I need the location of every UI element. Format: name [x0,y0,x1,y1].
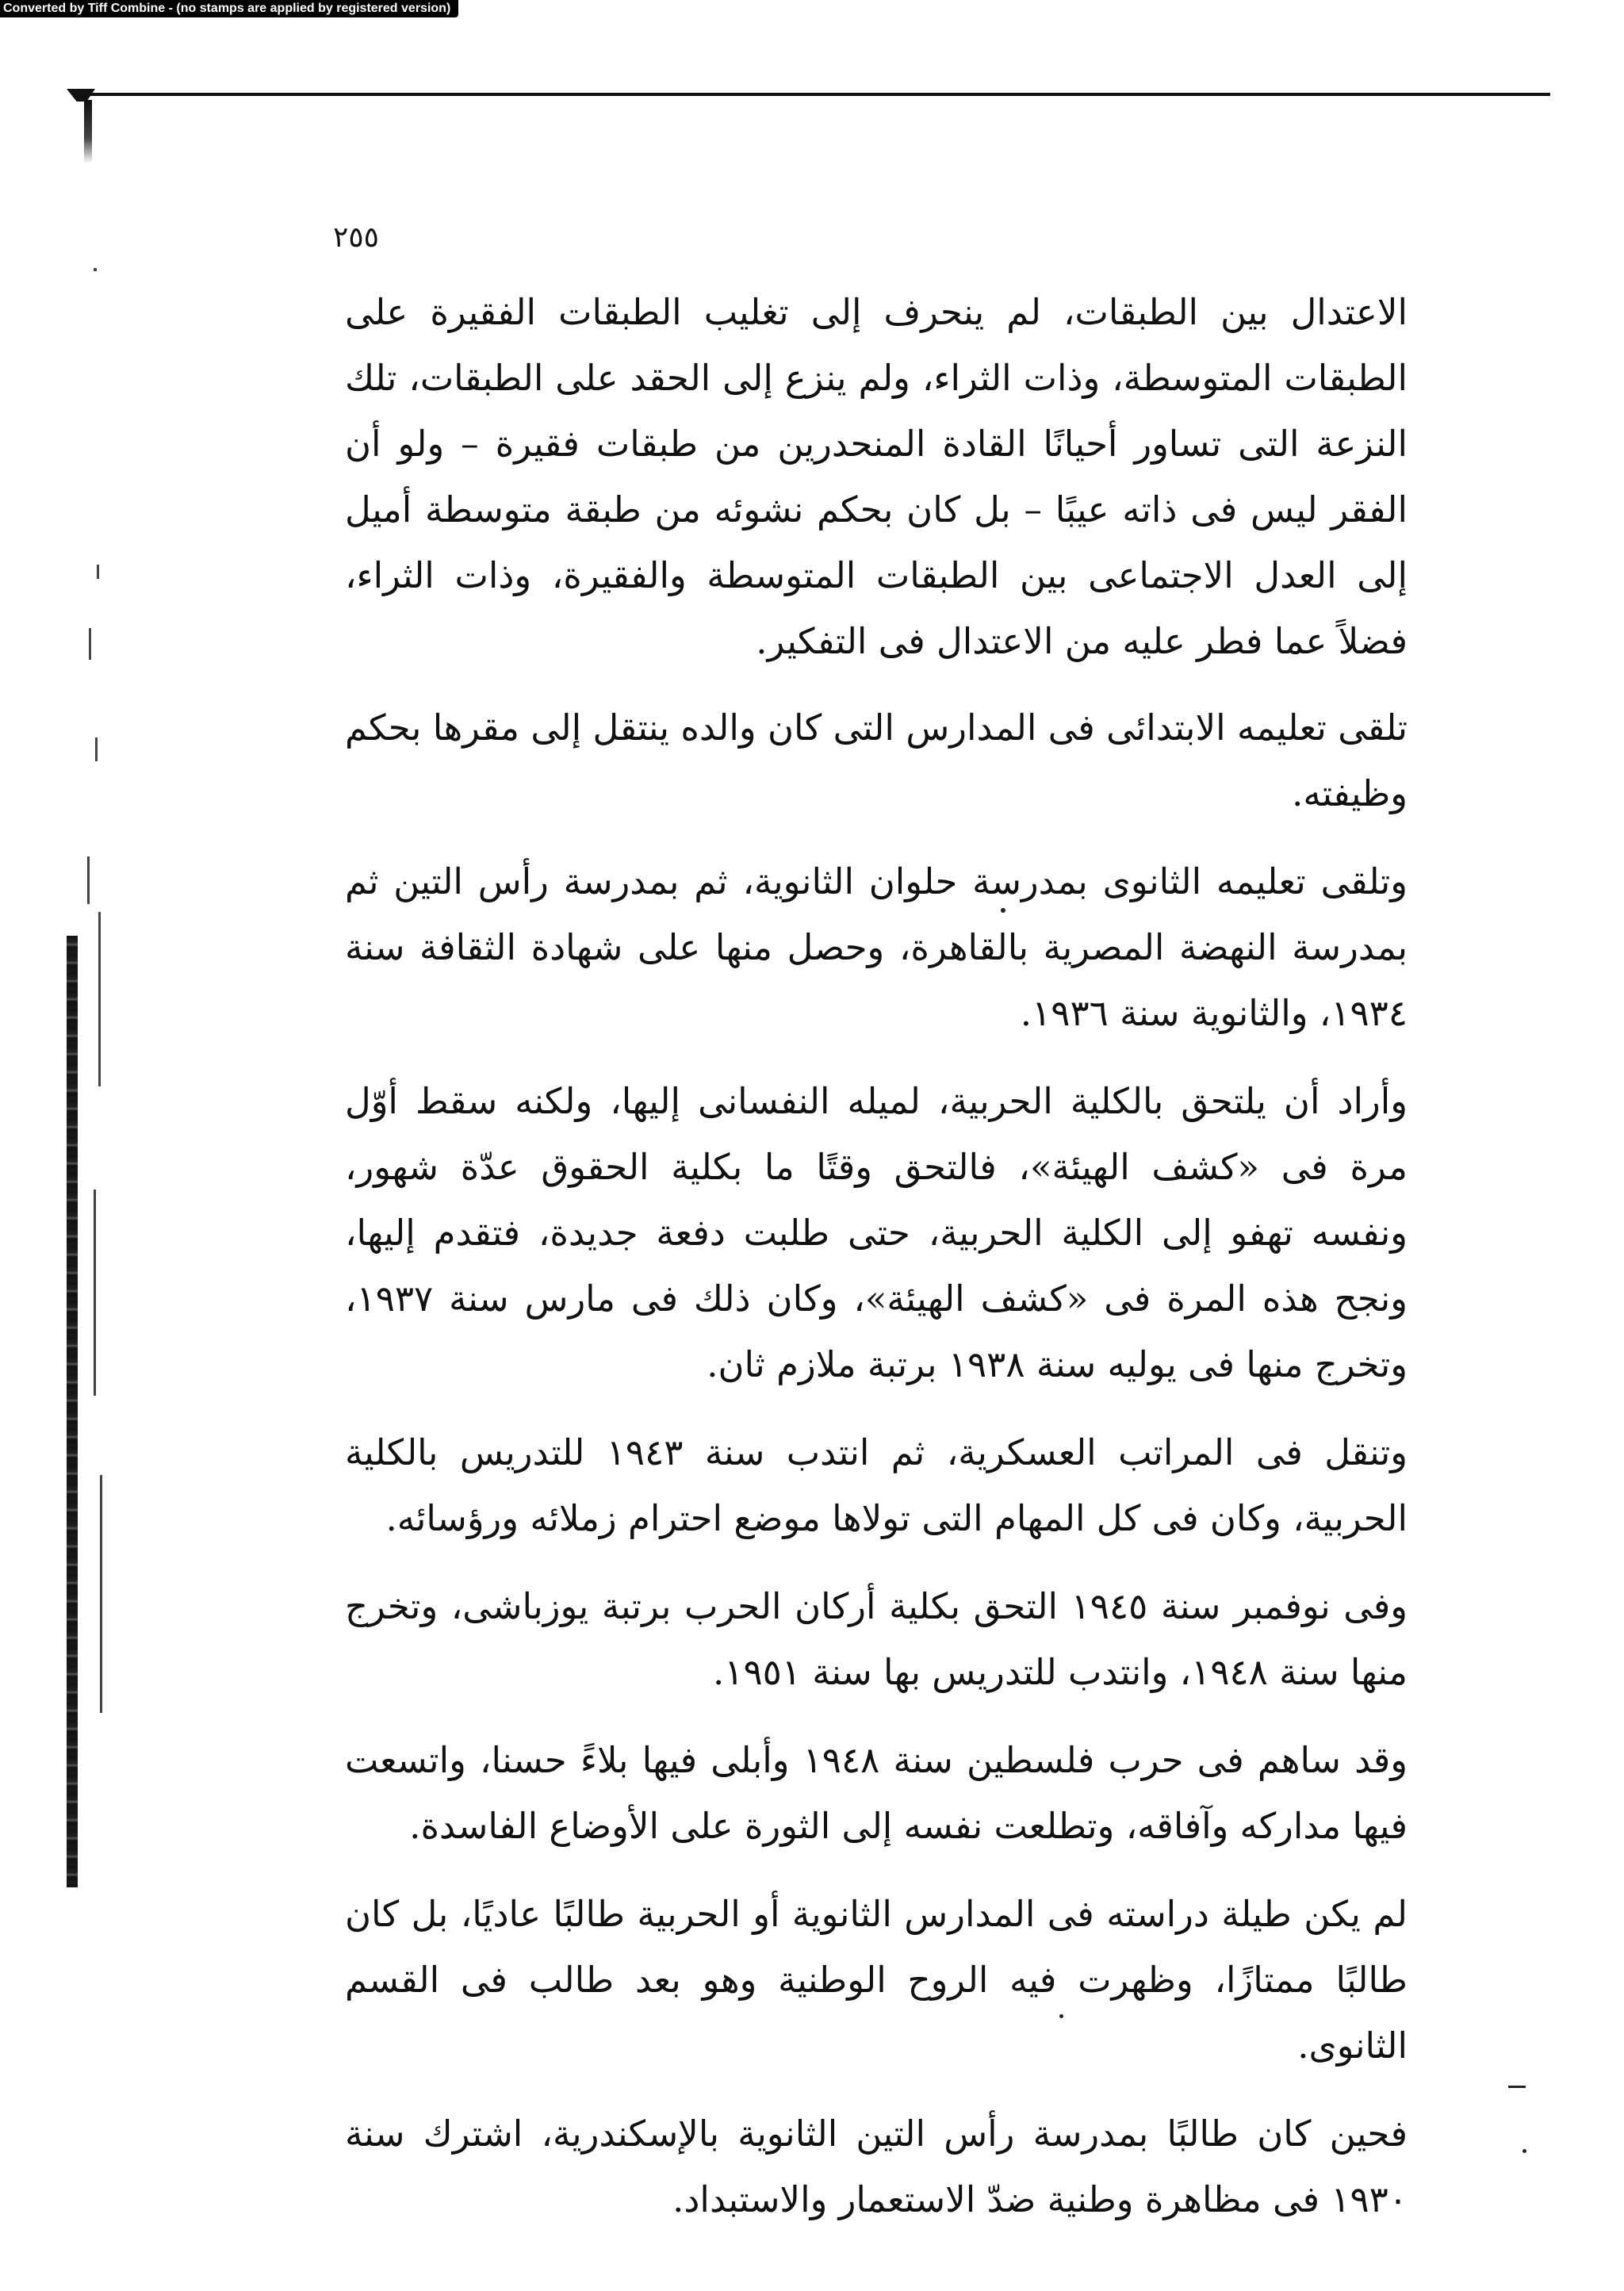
paragraph: تلقى تعليمه الابتدائى فى المدارس التى كان والده ينتقل إلى مقرها بحكم وظيفته. [345,707,1408,814]
paragraph: وأراد أن يلتحق بالكلية الحربية، لميله النفسانى إليها، ولكنه سقط أوّل مرة فى «كشف الهيئة»، فالتحق وقتًا ما بكلية الحقوق عدّة شهور، ونفسه تهفو إلى الكلية الحربية، حتى طلبت دفعة جديدة، فتقدم إليها، ونجح هذه المرة فى «كشف الهيئة»، وكان ذلك فى مارس سنة ١٩٣٧، وتخرج منها فى يوليه سنة ١٩٣٨ برتبة ملازم ثان. [345,1080,1408,1385]
scan-dash [1508,2086,1526,2088]
scan-speckle [94,268,97,271]
scan-dot [1001,908,1005,913]
scan-speckle [94,1190,96,1396]
scan-dot [1522,2149,1526,2153]
paragraph: وفى نوفمبر سنة ١٩٤٥ التحق بكلية أركان الحرب برتبة يوزباشى، وتخرج منها سنة ١٩٤٨، وانتدب للتدريس بها سنة ١٩٥١. [345,1585,1408,1693]
paragraph: وقد ساهم فى حرب فلسطين سنة ١٩٤٨ وأبلى فيها بلاءً حسنا، واتسعت فيها مداركه وآفاقه، وتطلعت نفسه إلى الثورة على الأوضاع الفاسدة. [345,1739,1408,1847]
paragraph: الاعتدال بين الطبقات، لم ينحرف إلى تغليب الطبقات الفقيرة على الطبقات المتوسطة، وذات الثراء، ولم ينزع إلى الحقد على الطبقات، تلك النزعة التى تساور أحيانًا القادة المنحدرين من طبقات فقيرة – ولو أن الفقر ليس فى ذاته عيبًا – بل كان بحكم نشوئه من طبقة متوسطة أميل إلى العدل الاجتماعى بين الطبقات المتوسطة والفقيرة، وذات الثراء، فضلاً عما فطر عليه من الاعتدال فى التفكير. [345,291,1408,662]
scan-speckle [87,856,90,904]
paragraph: فحين كان طالبًا بمدرسة رأس التين الثانوية بالإسكندرية، اشترك سنة ١٩٣٠ فى مظاهرة وطنية ضدّ الاستعمار والاستبداد. [345,2113,1408,2220]
body-text [345,279,1408,2255]
scan-speckle [89,628,91,660]
scan-speckle [100,1475,102,1713]
binding-edge-shadow [67,936,78,1887]
converter-watermark: Converted by Tiff Combine - (no stamps are applied by registered version) [0,0,458,17]
scan-dot [1059,2014,1063,2018]
scan-speckle [98,912,101,1086]
scan-speckle [95,737,98,761]
page-number: ٢٥٥ [333,221,380,254]
binding-edge-top [84,100,92,163]
header-rule [79,93,1550,96]
paragraph: وتنقل فى المراتب العسكرية، ثم انتدب سنة ١٩٤٣ للتدريس بالكلية الحربية، وكان فى كل المهام التى تولاها موضع احترام زملائه ورؤسائه. [345,1431,1408,1539]
paragraph: لم يكن طيلة دراسته فى المدارس الثانوية أو الحربية طالبًا عاديًا، بل كان طالبًا ممتازًا، وظهرت فيه الروح الوطنية وهو بعد طالب فى القسم الثانوى. [345,1893,1408,2067]
paragraph: وتلقى تعليمه الثانوى بمدرسة حلوان الثانوية، ثم بمدرسة رأس التين ثم بمدرسة النهضة المصرية بالقاهرة، وحصل منها على شهادة الثقافة سنة ١٩٣٤، والثانوية سنة ١٩٣٦. [345,860,1408,1034]
scan-speckle [97,565,99,579]
